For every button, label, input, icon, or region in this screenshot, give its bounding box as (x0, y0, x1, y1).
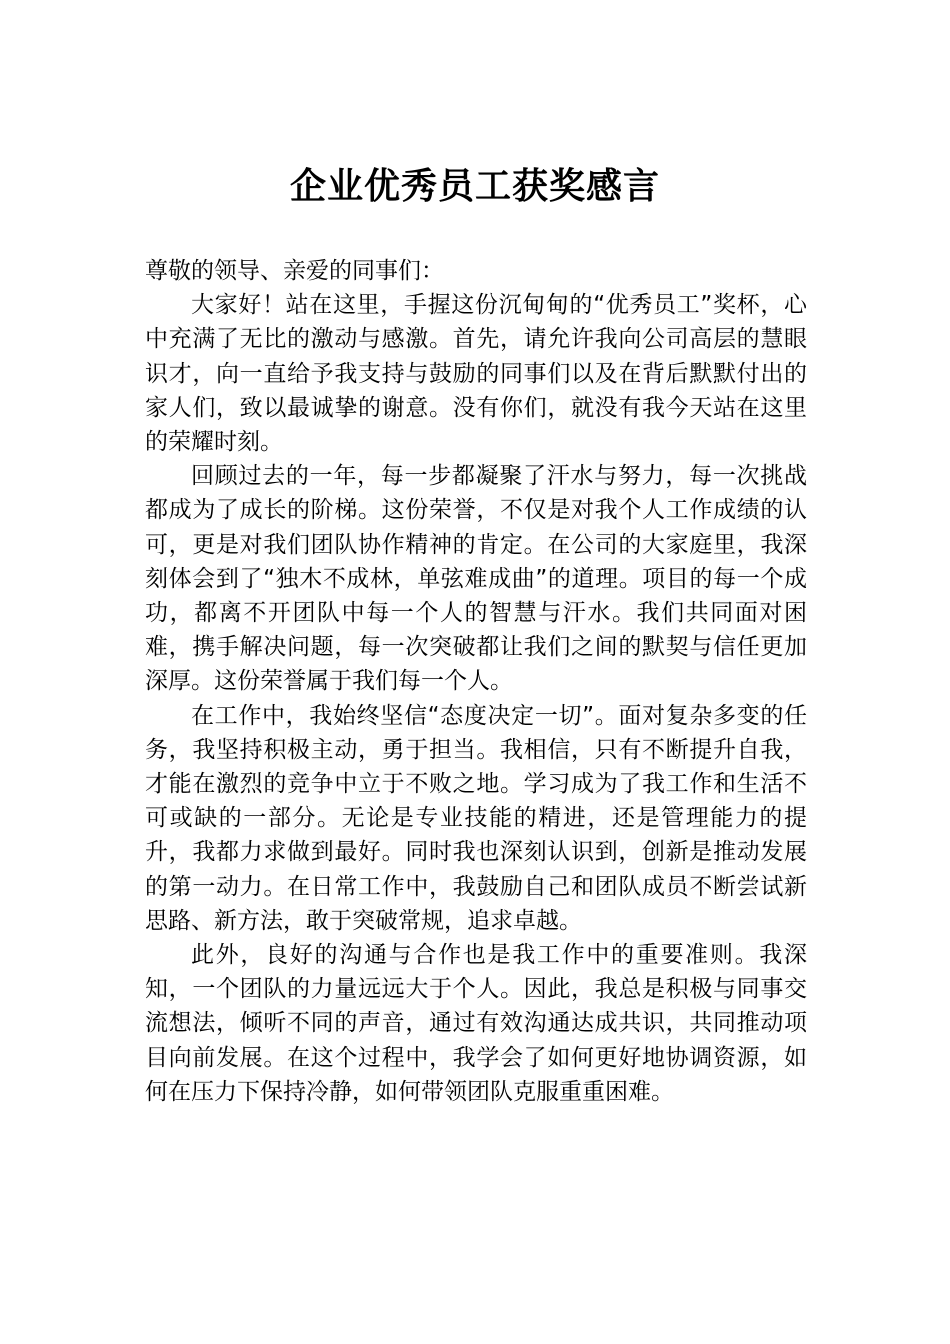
salutation: 尊敬的领导、亲爱的同事们： (145, 258, 444, 284)
paragraph-4: 此外，良好的沟通与合作也是我工作中的重要准则。我深知，一个团队的力量远远大于个人。因此，我总是积极与同事交流想法，倾听不同的声音，通过有效沟通达成共识，共同推动项目向前发展。在这个过程中，我学会了如何更好地协调资源，如何在压力下保持冷静，如何带领团队克服重重困难。 (145, 942, 807, 1105)
paragraph-3: 在工作中，我始终坚信“态度决定一切”。面对复杂多变的任务，我坚持积极主动，勇于担当。我相信，只有不断提升自我，才能在激烈的竞争中立于不败之地。学习成为了我工作和生活不可或缺的一部分。无论是专业技能的精进，还是管理能力的提升，我都力求做到最好。同时我也深刻认识到，创新是推动发展的第一动力。在日常工作中，我鼓励自己和团队成员不断尝试新思路、新方法，敢于突破常规，追求卓越。 (145, 702, 807, 934)
paragraph-1: 大家好！站在这里，手握这份沉甸甸的“优秀员工”奖杯，心中充满了无比的激动与感激。首先，请允许我向公司高层的慧眼识才，向一直给予我支持与鼓励的同事们以及在背后默默付出的家人们，致以最诚挚的谢意。没有你们，就没有我今天站在这里的荣耀时刻。 (145, 292, 807, 456)
document-title: 企业优秀员工获奖感言 (289, 165, 660, 207)
paragraph-2: 回顾过去的一年，每一步都凝聚了汗水与努力，每一次挑战都成为了成长的阶梯。这份荣誉，不仅是对我个人工作成绩的认可，更是对我们团队协作精神的肯定。在公司的大家庭里，我深刻体会到了“独木不成林，单弦难成曲”的道理。项目的每一个成功，都离不开团队中每一个人的智慧与汗水。我们共同面对困难，携手解决问题，每一次突破都让我们之间的默契与信任更加深厚。这份荣誉属于我们每一个人。 (145, 463, 807, 695)
document-body (145, 254, 807, 1109)
